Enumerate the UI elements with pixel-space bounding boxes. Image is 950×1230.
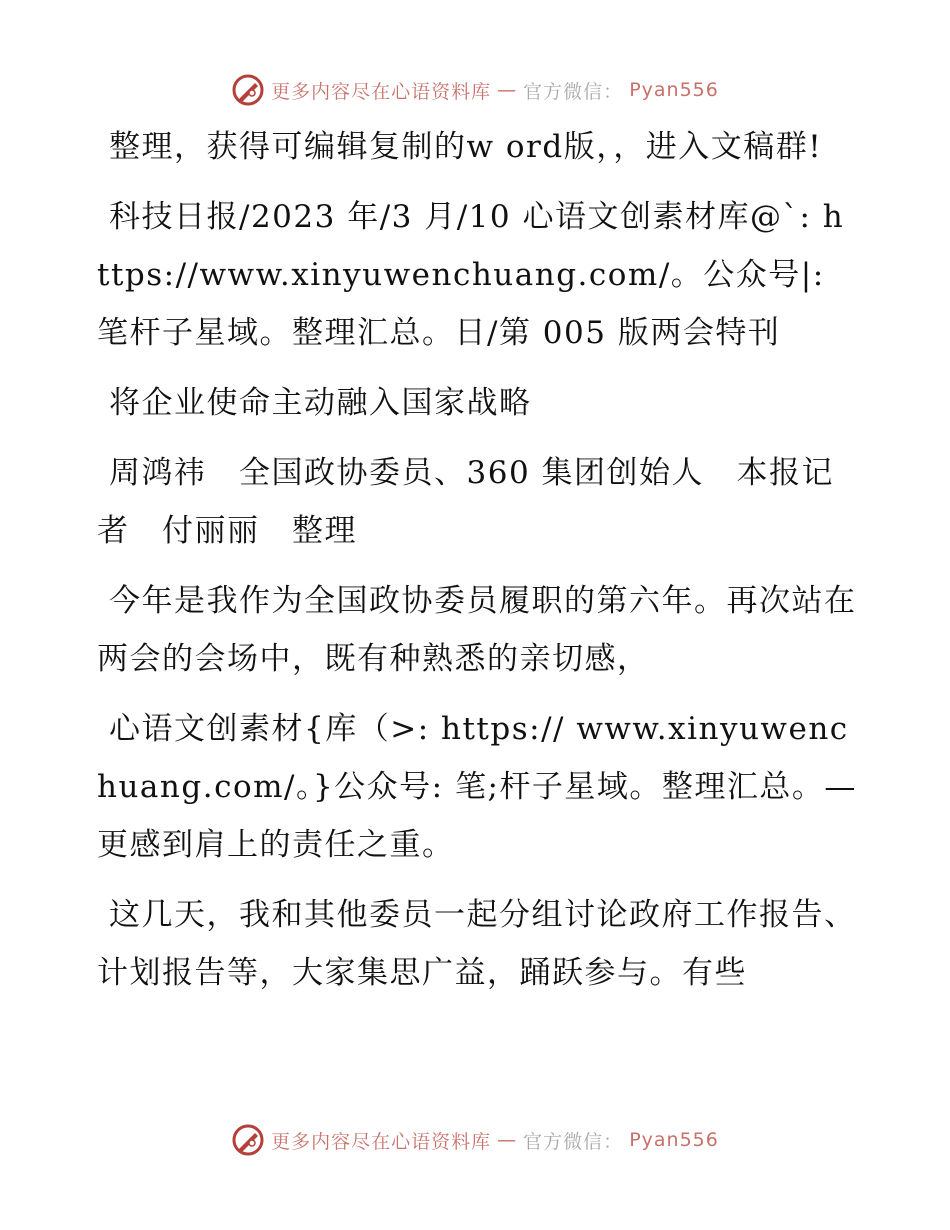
article-body [97, 118, 857, 1014]
byline: 周鸿祎 全国政协委员、360 集团创始人 本报记者 付丽丽 整理 [97, 455, 835, 549]
paragraph: 这几天，我和其他委员一起分组讨论政府工作报告、计划报告等，大家集思广益，踊跃参与。有些 [97, 897, 857, 991]
banner-wechat-id: Pyan556 [629, 1129, 719, 1151]
paragraph: 科技日报/2023 年/3 月/10 心语文创素材库@`: https://www.xinyuwenchuang.com/。公众号|: 笔杆子星域。整理汇总。日/第 005 版两会特刊 [97, 199, 845, 351]
banner-separator: — [497, 1129, 518, 1151]
banner-title: 更多内容尽在心语资料库 [271, 80, 492, 103]
pen-circle-icon [231, 73, 265, 107]
banner-wechat-id: Pyan556 [629, 79, 719, 101]
banner-title: 更多内容尽在心语资料库 [271, 1130, 492, 1153]
pen-circle-icon [231, 1123, 265, 1157]
article-headline: 将企业使命主动融入国家战略 [109, 385, 532, 421]
header-banner [0, 70, 950, 110]
paragraph: 整理，获得可编辑复制的w ord版，，进入文稿群! [109, 129, 823, 165]
paragraph: 今年是我作为全国政协委员履职的第六年。再次站在两会的会场中，既有种熟悉的亲切感， [97, 583, 857, 677]
banner-separator: — [497, 79, 518, 101]
paragraph: 心语文创素材{库（>: https:// www.xinyuwenchuang.com/。}公众号: 笔;杆子星域。整理汇总。—更感到肩上的责任之重。 [97, 711, 857, 863]
footer-banner [0, 1120, 950, 1160]
banner-wechat-label: 官方微信： [523, 80, 624, 103]
banner-wechat-label: 官方微信： [523, 1130, 624, 1153]
